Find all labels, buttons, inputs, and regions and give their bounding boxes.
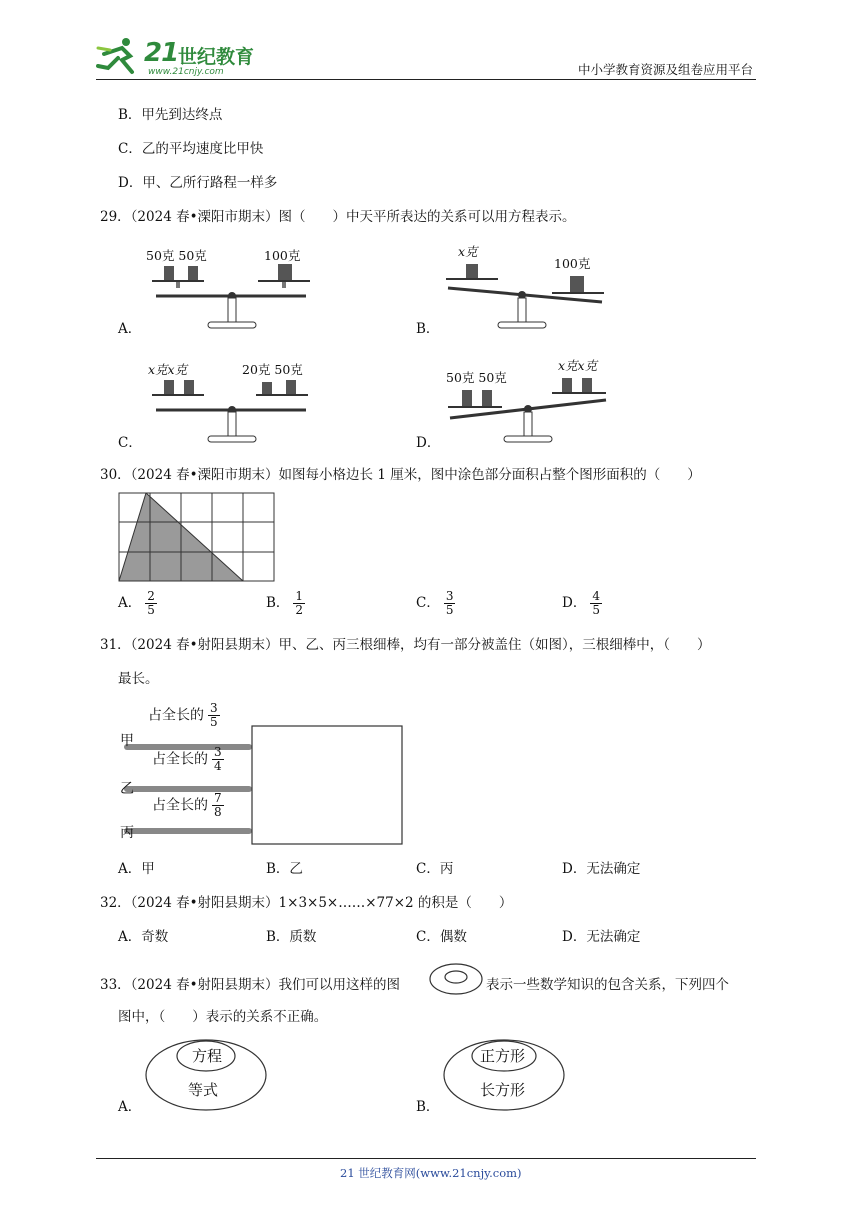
- q29-option-b: B． x克 100克: [416, 240, 616, 340]
- header-logo: [96, 34, 266, 78]
- q30-option-a: A． $\frac{2}{5}$: [118, 589, 155, 617]
- q30-grid-figure: [118, 492, 276, 582]
- q28-option-c: C．乙的平均速度比甲快: [118, 141, 264, 157]
- q32-option-a: A．奇数: [118, 929, 169, 945]
- q33-stem-part2: 表示一些数学知识的包含关系，下列四个: [486, 977, 729, 993]
- balance-right-label: 100克: [554, 256, 591, 271]
- logo-text: 世纪教育: [178, 46, 255, 68]
- balance-right-label: x克x克: [558, 358, 598, 373]
- balance-left-label: x克x克: [148, 362, 188, 377]
- balance-scale-icon: [442, 372, 612, 446]
- venn-inner-label: 正方形: [480, 1047, 526, 1065]
- balance-right-label: 20克 50克: [242, 362, 303, 377]
- balance-right-label: 100克: [264, 248, 301, 263]
- balance-left-label: 50克 50克: [446, 370, 507, 385]
- rod-label-yi: 占全长的 $\frac{3}{4}$: [152, 745, 222, 773]
- rod-name-bing: 丙: [120, 825, 134, 841]
- nested-ellipse-icon: [428, 962, 484, 996]
- q32-option-d: D．无法确定: [562, 929, 641, 945]
- q31-option-a: A．甲: [118, 861, 155, 877]
- header-divider: [96, 79, 756, 80]
- q31-option-d: D．无法确定: [562, 861, 641, 877]
- q28-option-d: D．甲、乙所行路程一样多: [118, 175, 278, 191]
- rod-label-jia: 占全长的 $\frac{3}{5}$: [148, 701, 218, 729]
- q29-option-a: A． 50克 50克 100克: [118, 240, 318, 340]
- balance-scale-icon: [442, 258, 612, 332]
- footer-divider: [96, 1158, 756, 1159]
- q33-stem-part1: 33．（2024 春•射阳县期末）我们可以用这样的图: [100, 977, 401, 993]
- q31-option-b: B．乙: [266, 861, 303, 877]
- q28-option-b: B．甲先到达终点: [118, 107, 223, 123]
- footer-text[interactable]: 21 世纪教育网(www.21cnjy.com): [340, 1166, 522, 1180]
- q31-stem-line2: 最长。: [118, 671, 159, 687]
- q33-option-a: A． 方程 等式: [118, 1036, 278, 1116]
- q29-option-d: D． 50克 50克 x克x克: [416, 354, 616, 454]
- q29-option-c: C． x克x克 20克 50克: [118, 354, 318, 454]
- q30-stem: 30．（2024 春•溧阳市期末）如图每小格边长 1 厘米，图中涂色部分面积占整个图形面积的（ ）: [100, 467, 701, 483]
- balance-left-label: x克: [458, 244, 478, 259]
- venn-outer-label: 长方形: [480, 1081, 526, 1099]
- q33-option-b: B． 正方形 长方形: [416, 1036, 576, 1116]
- q32-stem: 32．（2024 春•射阳县期末）1×3×5×……×77×2 的积是（ ）: [100, 895, 513, 911]
- rod-name-yi: 乙: [120, 781, 134, 797]
- q32-option-b: B．质数: [266, 929, 317, 945]
- rod-label-bing: 占全长的 $\frac{7}{8}$: [152, 791, 222, 819]
- logo-number: 21: [144, 38, 179, 68]
- q31-option-c: C．丙: [416, 861, 454, 877]
- q32-option-c: C．偶数: [416, 929, 467, 945]
- balance-scale-icon: [148, 260, 318, 332]
- q31-stem-line1: 31．（2024 春•射阳县期末）甲、乙、丙三根细棒，均有一部分被盖住（如图），三根细棒中，（ ）: [100, 637, 711, 653]
- q30-option-c: C． $\frac{3}{5}$: [416, 589, 454, 617]
- venn-outer-label: 等式: [188, 1081, 219, 1099]
- logo-url: www.21cnjy.com: [148, 67, 224, 77]
- platform-title: 中小学教育资源及组卷应用平台: [578, 62, 754, 77]
- q31-rods-figure: [118, 700, 408, 846]
- q33-stem-line2: 图中，（ ）表示的关系不正确。: [118, 1009, 328, 1025]
- venn-inner-label: 方程: [192, 1047, 223, 1065]
- rod-name-jia: 甲: [120, 733, 134, 749]
- runner-logo-icon: [96, 36, 142, 76]
- q30-option-d: D． $\frac{4}{5}$: [562, 589, 600, 617]
- q30-option-b: B． $\frac{1}{2}$: [266, 589, 304, 617]
- balance-left-label: 50克 50克: [146, 248, 207, 263]
- q29-stem: 29．（2024 春•溧阳市期末）图（ ）中天平所表达的关系可以用方程表示。: [100, 209, 576, 225]
- balance-scale-icon: [148, 374, 318, 446]
